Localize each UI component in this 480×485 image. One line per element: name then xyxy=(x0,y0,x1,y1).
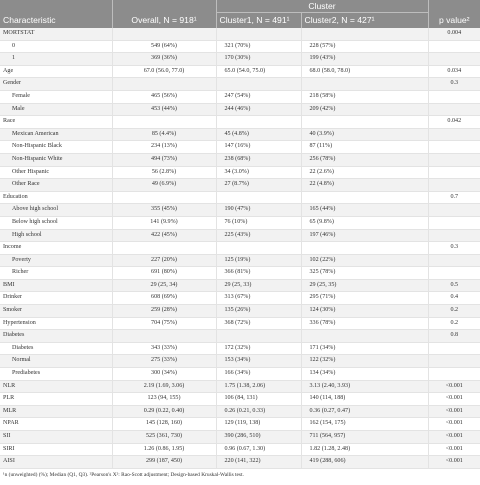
row-characteristic: SIRI xyxy=(0,443,112,456)
row-cluster1: 244 (46%) xyxy=(216,103,301,116)
row-cluster1: 29 (25, 33) xyxy=(216,279,301,292)
row-p-value xyxy=(428,204,480,217)
table-row xyxy=(0,330,480,343)
row-cluster1 xyxy=(216,242,301,255)
row-overall: 549 (64%) xyxy=(112,40,216,53)
row-p-value xyxy=(428,254,480,267)
row-p-value xyxy=(428,90,480,103)
row-p-value: <0.001 xyxy=(428,393,480,406)
row-overall: 49 (6.9%) xyxy=(112,179,216,192)
table-row xyxy=(0,456,480,469)
row-overall: 355 (45%) xyxy=(112,204,216,217)
table-row xyxy=(0,229,480,242)
row-overall: 0.29 (0.22, 0.40) xyxy=(112,405,216,418)
column-header-characteristic: Characteristic xyxy=(0,13,112,29)
row-characteristic: Education xyxy=(0,191,112,204)
table-row xyxy=(0,116,480,129)
row-p-value xyxy=(428,53,480,66)
row-characteristic: Smoker xyxy=(0,305,112,318)
row-characteristic: Poverty xyxy=(0,254,112,267)
table-row xyxy=(0,179,480,192)
row-cluster2: 29 (25, 35) xyxy=(301,279,428,292)
row-p-value: <0.001 xyxy=(428,405,480,418)
table-row xyxy=(0,103,480,116)
row-cluster2: 22 (2.6%) xyxy=(301,166,428,179)
row-p-value xyxy=(428,179,480,192)
row-cluster1: 220 (141, 322) xyxy=(216,456,301,469)
row-characteristic: Above high school xyxy=(0,204,112,217)
row-cluster1: 172 (32%) xyxy=(216,342,301,355)
row-overall: 343 (33%) xyxy=(112,342,216,355)
row-cluster1: 368 (72%) xyxy=(216,317,301,330)
row-cluster1 xyxy=(216,78,301,91)
row-characteristic: Other Hispanic xyxy=(0,166,112,179)
row-p-value xyxy=(428,267,480,280)
row-characteristic: Race xyxy=(0,116,112,129)
table-row xyxy=(0,40,480,53)
row-characteristic: Hypertension xyxy=(0,317,112,330)
row-cluster2: 336 (78%) xyxy=(301,317,428,330)
row-characteristic: Age xyxy=(0,65,112,78)
row-characteristic: Richer xyxy=(0,267,112,280)
row-p-value: 0.004 xyxy=(428,28,480,40)
table-row xyxy=(0,368,480,381)
row-cluster2: 199 (43%) xyxy=(301,53,428,66)
row-cluster2: 124 (30%) xyxy=(301,305,428,318)
row-cluster1: 247 (54%) xyxy=(216,90,301,103)
row-characteristic: 1 xyxy=(0,53,112,66)
row-characteristic: Other Race xyxy=(0,179,112,192)
row-characteristic: NPAR xyxy=(0,418,112,431)
row-overall: 29 (25, 34) xyxy=(112,279,216,292)
row-p-value: 0.4 xyxy=(428,292,480,305)
table-row xyxy=(0,267,480,280)
row-characteristic: Diabetes xyxy=(0,342,112,355)
row-characteristic: MLR xyxy=(0,405,112,418)
row-overall: 67.0 (56.0, 77.0) xyxy=(112,65,216,78)
row-cluster1 xyxy=(216,28,301,40)
row-p-value: 0.3 xyxy=(428,242,480,255)
row-p-value: 0.5 xyxy=(428,279,480,292)
row-characteristic: Non-Hispanic Black xyxy=(0,141,112,154)
row-cluster2: 165 (44%) xyxy=(301,204,428,217)
table-row xyxy=(0,191,480,204)
row-characteristic: MORTSTAT xyxy=(0,28,112,40)
column-header-cluster1: Cluster1, N = 491¹ xyxy=(216,13,301,29)
row-p-value xyxy=(428,229,480,242)
row-cluster2: 134 (34%) xyxy=(301,368,428,381)
header-spacer xyxy=(428,0,480,13)
row-cluster2 xyxy=(301,330,428,343)
row-characteristic: Male xyxy=(0,103,112,116)
row-overall: 453 (44%) xyxy=(112,103,216,116)
row-characteristic: Mexican American xyxy=(0,128,112,141)
row-cluster2: 171 (34%) xyxy=(301,342,428,355)
column-header-p-value: p value² xyxy=(428,13,480,29)
row-cluster2: 162 (154, 175) xyxy=(301,418,428,431)
table-row xyxy=(0,405,480,418)
row-p-value: 0.7 xyxy=(428,191,480,204)
table-row xyxy=(0,242,480,255)
row-cluster2 xyxy=(301,191,428,204)
row-cluster2: 87 (11%) xyxy=(301,141,428,154)
table-body xyxy=(0,28,480,468)
table-row xyxy=(0,216,480,229)
row-characteristic: Normal xyxy=(0,355,112,368)
row-overall: 141 (9.9%) xyxy=(112,216,216,229)
table-row xyxy=(0,431,480,444)
row-cluster1: 366 (81%) xyxy=(216,267,301,280)
row-overall: 259 (28%) xyxy=(112,305,216,318)
row-characteristic: AISI xyxy=(0,456,112,469)
row-p-value: <0.001 xyxy=(428,380,480,393)
column-header-cluster2: Cluster2, N = 427¹ xyxy=(301,13,428,29)
row-characteristic: High school xyxy=(0,229,112,242)
row-characteristic: NLR xyxy=(0,380,112,393)
row-p-value xyxy=(428,166,480,179)
row-overall: 123 (94, 155) xyxy=(112,393,216,406)
row-p-value: <0.001 xyxy=(428,418,480,431)
row-cluster2 xyxy=(301,78,428,91)
row-cluster2: 65 (9.8%) xyxy=(301,216,428,229)
row-overall: 494 (73%) xyxy=(112,153,216,166)
row-cluster2: 3.13 (2.40, 3.93) xyxy=(301,380,428,393)
table-row xyxy=(0,141,480,154)
row-characteristic: BMI xyxy=(0,279,112,292)
table-row xyxy=(0,153,480,166)
row-cluster1: 76 (10%) xyxy=(216,216,301,229)
row-overall: 85 (4.4%) xyxy=(112,128,216,141)
row-cluster1: 135 (26%) xyxy=(216,305,301,318)
row-cluster1: 170 (30%) xyxy=(216,53,301,66)
row-cluster1: 27 (8.7%) xyxy=(216,179,301,192)
table-row xyxy=(0,128,480,141)
table-row xyxy=(0,292,480,305)
row-cluster2: 1.82 (1.28, 2.48) xyxy=(301,443,428,456)
table-row xyxy=(0,28,480,40)
row-overall xyxy=(112,78,216,91)
row-cluster1: 238 (68%) xyxy=(216,153,301,166)
row-overall xyxy=(112,330,216,343)
row-cluster1: 225 (43%) xyxy=(216,229,301,242)
row-cluster2: 419 (288, 606) xyxy=(301,456,428,469)
row-cluster2: 68.0 (58.0, 78.0) xyxy=(301,65,428,78)
row-cluster2: 711 (564, 957) xyxy=(301,431,428,444)
table-row xyxy=(0,90,480,103)
row-cluster2: 218 (58%) xyxy=(301,90,428,103)
row-p-value: 0.042 xyxy=(428,116,480,129)
row-p-value xyxy=(428,153,480,166)
row-overall: 56 (2.8%) xyxy=(112,166,216,179)
row-cluster2: 209 (42%) xyxy=(301,103,428,116)
row-p-value xyxy=(428,128,480,141)
table-row xyxy=(0,53,480,66)
row-cluster2: 0.36 (0.27, 0.47) xyxy=(301,405,428,418)
table-row xyxy=(0,317,480,330)
row-cluster2: 295 (71%) xyxy=(301,292,428,305)
header-group-row xyxy=(0,0,480,13)
row-cluster2: 140 (114, 188) xyxy=(301,393,428,406)
row-cluster1: 153 (34%) xyxy=(216,355,301,368)
table-row xyxy=(0,279,480,292)
row-cluster1: 147 (16%) xyxy=(216,141,301,154)
row-p-value xyxy=(428,355,480,368)
header-spacer xyxy=(0,0,112,13)
header-spacer xyxy=(112,0,216,13)
row-cluster1: 34 (3.0%) xyxy=(216,166,301,179)
table-row xyxy=(0,254,480,267)
row-overall: 1.26 (0.86, 1.95) xyxy=(112,443,216,456)
row-p-value xyxy=(428,368,480,381)
row-p-value: <0.001 xyxy=(428,456,480,469)
row-p-value: 0.034 xyxy=(428,65,480,78)
header-row xyxy=(0,13,480,29)
row-cluster1: 129 (119, 138) xyxy=(216,418,301,431)
table-row xyxy=(0,418,480,431)
row-cluster1: 1.75 (1.38, 2.06) xyxy=(216,380,301,393)
row-characteristic: Non-Hispanic White xyxy=(0,153,112,166)
row-p-value xyxy=(428,141,480,154)
row-overall: 2.19 (1.69, 3.06) xyxy=(112,380,216,393)
row-cluster1: 0.96 (0.67, 1.30) xyxy=(216,443,301,456)
row-p-value: 0.2 xyxy=(428,305,480,318)
row-p-value xyxy=(428,40,480,53)
table-row xyxy=(0,443,480,456)
row-p-value: 0.8 xyxy=(428,330,480,343)
row-cluster2: 122 (32%) xyxy=(301,355,428,368)
row-overall: 145 (128, 160) xyxy=(112,418,216,431)
row-overall: 608 (69%) xyxy=(112,292,216,305)
row-overall xyxy=(112,242,216,255)
row-p-value: <0.001 xyxy=(428,431,480,444)
row-characteristic: PLR xyxy=(0,393,112,406)
row-cluster1 xyxy=(216,330,301,343)
row-overall: 369 (36%) xyxy=(112,53,216,66)
row-overall: 691 (80%) xyxy=(112,267,216,280)
table-row xyxy=(0,305,480,318)
row-p-value xyxy=(428,216,480,229)
table-row xyxy=(0,166,480,179)
row-cluster2: 22 (4.8%) xyxy=(301,179,428,192)
row-cluster1 xyxy=(216,191,301,204)
row-overall: 275 (33%) xyxy=(112,355,216,368)
row-overall xyxy=(112,191,216,204)
row-cluster1: 45 (4.8%) xyxy=(216,128,301,141)
row-cluster1: 166 (34%) xyxy=(216,368,301,381)
table-row xyxy=(0,204,480,217)
table-row xyxy=(0,393,480,406)
row-overall: 525 (361, 730) xyxy=(112,431,216,444)
row-cluster2 xyxy=(301,116,428,129)
row-overall: 299 (187, 450) xyxy=(112,456,216,469)
row-cluster1: 65.0 (54.0, 75.0) xyxy=(216,65,301,78)
row-overall: 422 (45%) xyxy=(112,229,216,242)
table-row xyxy=(0,65,480,78)
row-overall: 227 (20%) xyxy=(112,254,216,267)
row-cluster2: 197 (46%) xyxy=(301,229,428,242)
row-cluster2 xyxy=(301,242,428,255)
row-cluster1: 125 (19%) xyxy=(216,254,301,267)
row-cluster2: 228 (57%) xyxy=(301,40,428,53)
row-overall xyxy=(112,28,216,40)
table-row xyxy=(0,342,480,355)
row-cluster1: 313 (67%) xyxy=(216,292,301,305)
row-cluster1: 190 (47%) xyxy=(216,204,301,217)
row-p-value: 0.3 xyxy=(428,78,480,91)
table-row xyxy=(0,380,480,393)
row-p-value: <0.001 xyxy=(428,443,480,456)
row-overall: 704 (75%) xyxy=(112,317,216,330)
row-overall xyxy=(112,116,216,129)
row-cluster2 xyxy=(301,28,428,40)
table-row xyxy=(0,78,480,91)
row-cluster1: 390 (286, 510) xyxy=(216,431,301,444)
row-overall: 234 (13%) xyxy=(112,141,216,154)
row-cluster2: 40 (3.9%) xyxy=(301,128,428,141)
table-footnote: ¹n (unweighted) (%); Median (Q1, Q3). ²Pearson's X²: Rao-Scott adjustment; Design-based Kruskal-Wallis test. xyxy=(3,471,244,478)
row-cluster1: 0.26 (0.21, 0.33) xyxy=(216,405,301,418)
row-cluster1 xyxy=(216,116,301,129)
table-row xyxy=(0,355,480,368)
row-overall: 300 (34%) xyxy=(112,368,216,381)
row-overall: 465 (56%) xyxy=(112,90,216,103)
row-characteristic: 0 xyxy=(0,40,112,53)
row-characteristic: Prediabetes xyxy=(0,368,112,381)
row-p-value xyxy=(428,342,480,355)
row-characteristic: Drinker xyxy=(0,292,112,305)
row-characteristic: Gender xyxy=(0,78,112,91)
column-header-overall: Overall, N = 918¹ xyxy=(112,13,216,29)
row-characteristic: SII xyxy=(0,431,112,444)
row-characteristic: Diabetes xyxy=(0,330,112,343)
row-characteristic: Below high school xyxy=(0,216,112,229)
row-cluster2: 325 (78%) xyxy=(301,267,428,280)
row-characteristic: Income xyxy=(0,242,112,255)
cluster-group-header: Cluster xyxy=(216,0,428,13)
row-cluster2: 256 (78%) xyxy=(301,153,428,166)
row-p-value: 0.2 xyxy=(428,317,480,330)
row-characteristic: Female xyxy=(0,90,112,103)
row-cluster1: 321 (70%) xyxy=(216,40,301,53)
row-p-value xyxy=(428,103,480,116)
row-cluster1: 106 (84, 131) xyxy=(216,393,301,406)
row-cluster2: 102 (22%) xyxy=(301,254,428,267)
